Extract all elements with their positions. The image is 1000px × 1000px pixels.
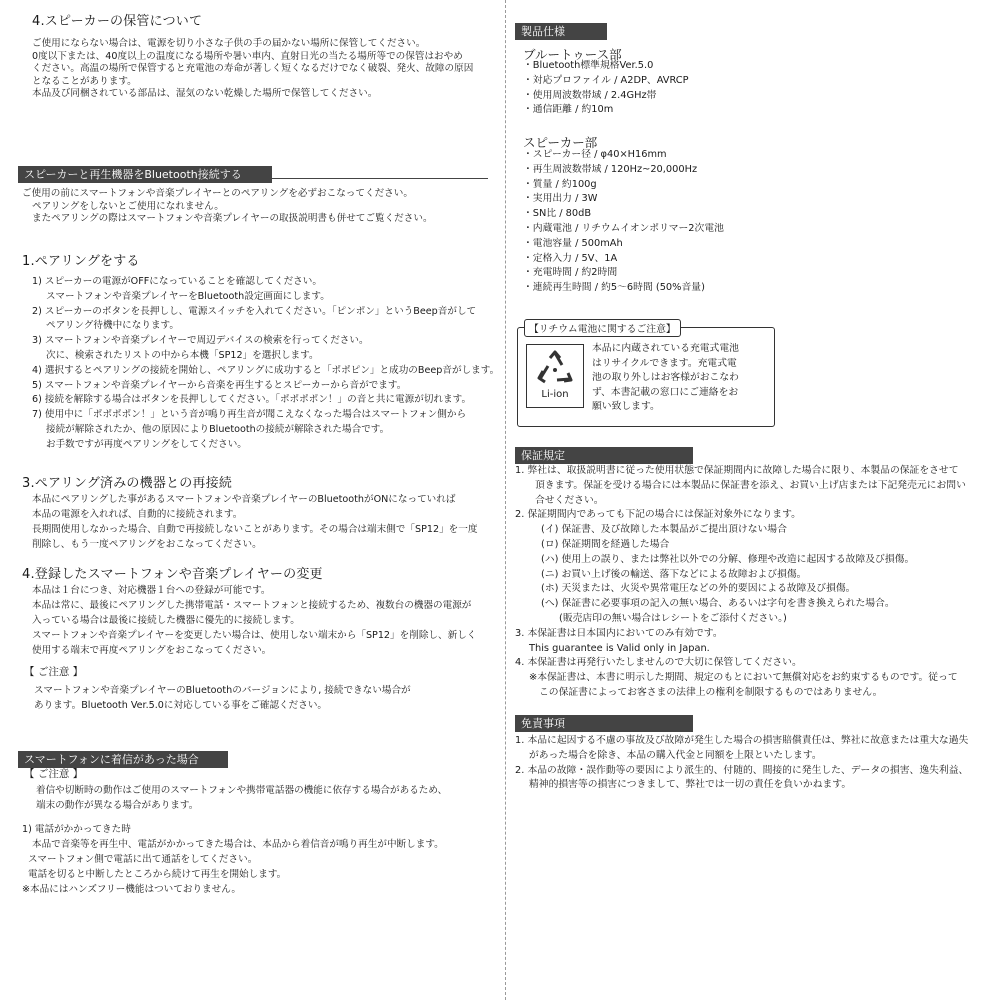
warranty-bar: 保証規定 — [515, 447, 693, 464]
li-ion-label: Li-ion — [541, 389, 569, 400]
change-line: 入っている場合は最後に接続した機器に優先的に接続します。 — [32, 615, 300, 626]
warranty-line: (ハ) 使用上の誤り、または弊社以外での分解、修理や改造に起因する故障及び損傷。 — [541, 553, 915, 565]
battery-line: 池の取り外しはお客様がおこなわ — [592, 372, 739, 383]
recycle-icon — [535, 349, 575, 389]
warranty-line: 3. 本保証書は日本国内においてのみ有効です。 — [515, 627, 723, 639]
warranty-line: 2. 保証期間内であっても下記の場合には保証対象外になります。 — [515, 509, 801, 521]
incoming-line: 本品で音楽等を再生中、電話がかかってきた場合は、本品から着信音が鳴り再生が中断します。 — [32, 839, 444, 850]
bt-section-header — [18, 163, 488, 179]
speaker-spec-list — [523, 148, 724, 296]
pairing-line: 7) 使用中に「ポポポポン！」という音が鳴り再生音が聞こえなくなった場合はスマートフォン側から — [32, 409, 467, 421]
battery-notice-text — [592, 342, 739, 415]
pairing-line: 3) スマートフォンや音楽プレイヤーで周辺デバイスの検索を行ってください。 — [32, 335, 369, 347]
disclaimer-header — [515, 712, 693, 728]
storage-text — [32, 38, 473, 101]
battery-line: 本品に内蔵されている充電式電池 — [592, 343, 739, 354]
disclaimer-bar: 免責事項 — [515, 715, 693, 732]
warranty-line: (販売店印の無い場合はレシートをご添付ください。) — [559, 612, 787, 624]
warranty-line: この保証書によってお客さまの法律上の権利を制限するものではありません。 — [539, 686, 883, 698]
recycle-mark — [526, 344, 584, 408]
storage-line: 本品及び同梱されている部品は、湿気のない乾燥した場所で保管してください。 — [32, 88, 378, 100]
pairing-line: 4) 選択するとペアリングの接続を開始し、ペアリングに成功すると「ポポピン」と成功のBeep音がします。 — [32, 364, 500, 376]
storage-line: ください。高温の場所で保管すると充電池の寿命が著しく短くなるだけでなく破裂、発火、故障の原因 — [32, 63, 474, 75]
reconnect-text — [32, 492, 477, 552]
incoming-section-header — [18, 748, 228, 764]
warranty-line: 4. 本保証書は再発行いたしませんので大切に保管してください。 — [515, 657, 802, 669]
incoming-note-title: 【 ご注意 】 — [24, 768, 84, 780]
storage-line: ご使用にならない場合は、電源を切り小さな子供の手の届かない場所に保管してください。 — [32, 38, 426, 49]
bt-spec-title: ブルートゥース部 — [523, 47, 622, 62]
incoming-line: 電話を切ると中断したところから続けて再生を開始します。 — [28, 869, 287, 880]
pairing-line: 6) 接続を解除する場合はボタンを長押ししてください。「ポポポポン！」の音と共に電源が切れます。 — [32, 394, 472, 406]
pairing-line: 接続が解除されたか、他の原因によりBluetoothの接続が解除された場合です。 — [46, 423, 390, 435]
change-note-line: あります。Bluetooth Ver.5.0に対応している事をご確認ください。 — [34, 700, 328, 711]
bt-spec-item: ・対応プロファイル / A2DP、AVRCP — [523, 74, 689, 86]
speaker-spec-item: ・内蔵電池 / リチウムイオンポリマー2次電池 — [523, 222, 724, 234]
speaker-spec-item: ・電池容量 / 500mAh — [523, 237, 623, 249]
incoming-line: ※本品にはハンズフリー機能はついておりません。 — [22, 884, 242, 895]
incoming-note-text — [36, 784, 447, 813]
change-note-text — [34, 683, 411, 713]
warranty-line: 1. 弊社は、取扱説明書に従った使用状態で保証期間内に故障した場合に限り、本製品の保証をさせて — [515, 465, 959, 476]
warranty-line: 合せください。 — [535, 494, 604, 506]
incoming-text — [22, 822, 444, 897]
incoming-note-line: 端末の動作が異なる場合があります。 — [36, 799, 199, 811]
pairing-line: お手数ですが再度ペアリングをしてください。 — [46, 438, 247, 450]
battery-line: はリサイクルできます。充電式電 — [592, 357, 737, 369]
change-line: 本品は常に、最後にペアリングした携帯電話・スマートフォンと接続するため、複数台の機器の電源が — [32, 600, 472, 611]
warranty-line: (ホ) 天災または、火災や異常電圧などの外的要因による故障及び損傷。 — [541, 583, 856, 595]
bt-section-text — [22, 188, 433, 226]
speaker-spec-item: ・スピーカー径 / φ40×H16mm — [523, 149, 667, 160]
change-text — [32, 583, 476, 658]
bt-line: ご使用の前にスマートフォンや音楽プレイヤーとのペアリングを必ずおこなってください。 — [22, 188, 413, 199]
speaker-spec-item: ・充電時間 / 約2時間 — [523, 267, 618, 279]
reconnect-line: 本品にペアリングした事があるスマートフォンや音楽プレイヤーのBluetoothがONになっていれば — [32, 494, 456, 505]
speaker-spec-item: ・SN比 / 80dB — [523, 208, 592, 220]
bt-spec-item: ・通信距離 / 約10m — [523, 104, 614, 116]
speaker-spec-item: ・再生周波数帯域 / 120Hz~20,000Hz — [523, 163, 698, 175]
change-note-line: スマートフォンや音楽プレイヤーのBluetoothのバージョンにより, 接続できない場合が — [34, 685, 411, 696]
speaker-spec-item: ・連続再生時間 / 約5～6時間 (50%音量) — [523, 282, 705, 294]
pairing-title: 1.ペアリングをする — [22, 254, 140, 269]
change-line: スマートフォンや音楽プレイヤーを変更したい場合は、使用しない端末から「SP12」を削除し、新しく — [32, 630, 477, 641]
column-divider — [505, 0, 506, 1000]
change-line: 本品は１台につき、対応機器１台への登録が可能です。 — [32, 585, 271, 596]
change-note-title: 【 ご注意 】 — [24, 666, 84, 678]
change-title: 4.登録したスマートフォンや音楽プレイヤーの変更 — [22, 567, 323, 582]
warranty-line: (ニ) お買い上げ後の輸送、落下などによる故障および損傷。 — [541, 568, 807, 580]
warranty-header — [515, 444, 693, 460]
battery-line: ず、本書記載の窓口にご連絡をお — [592, 386, 739, 398]
storage-title: 4.スピーカーの保管について — [32, 14, 203, 29]
incoming-section-bar: スマートフォンに着信があった場合 — [18, 751, 228, 768]
disclaimer-line: 2. 本品の故障・誤作動等の要因により派生的、付随的、間接的に発生した、データの損害、逸失利益、 — [515, 764, 969, 776]
bt-spec-item: ・Bluetooth標準規格Ver.5.0 — [523, 60, 654, 71]
incoming-note-line: 着信や切断時の動作はご使用のスマートフォンや携帯電話器の機能に依存する場合があるため、 — [36, 785, 448, 796]
warranty-line: (へ) 保証書に必要事項の記入の無い場合、あるいは字句を書き換えられた場合。 — [541, 598, 895, 610]
storage-line: 0度以下または、40度以上の温度になる場所や暑い車内、直射日光の当たる場所等での保管はおやめ — [32, 50, 463, 62]
specs-header — [515, 20, 607, 36]
incoming-line: スマートフォン側で電話に出て通話をしてください。 — [28, 854, 258, 865]
reconnect-title: 3.ペアリング済みの機器との再接続 — [22, 476, 233, 491]
specs-bar: 製品仕様 — [515, 23, 607, 40]
reconnect-line: 長期間使用しなかった場合、自動で再接続しないことがあります。その場合は端末側で「SP12」を一度 — [32, 524, 478, 535]
reconnect-line: 削除し、もう一度ペアリングをおこなってください。 — [32, 539, 262, 550]
bt-spec-item: ・使用周波数帯域 / 2.4GHz帯 — [523, 89, 657, 101]
pairing-line: 2) スピーカーのボタンを長押しし、電源スイッチを入れてください。「ピンポン」というBeep音がして — [32, 305, 477, 317]
disclaimer-text — [515, 734, 968, 793]
pairing-line: ペアリング待機中になります。 — [46, 320, 179, 332]
storage-line: となることがあります。 — [32, 75, 137, 87]
reconnect-line: 本品の電源を入れれば、自動的に接続されます。 — [32, 509, 243, 520]
pairing-line: 次に、検索されたリストの中から本機「SP12」を選択します。 — [46, 349, 319, 361]
change-line: 使用する端末で再度ペアリングをおこなってください。 — [32, 645, 272, 656]
warranty-text — [515, 464, 966, 701]
warranty-line: This guarantee is Valid only in Japan. — [529, 642, 710, 654]
bt-line: またペアリングの際はスマートフォンや音楽プレイヤーの取扱説明書も併せてご覧ください。 — [32, 213, 433, 225]
disclaimer-line: があった場合を除き、本品の購入代金と同額を上限といたします。 — [529, 749, 822, 761]
speaker-spec-item: ・定格入力 / 5V、1A — [523, 252, 618, 264]
disclaimer-line: 精神的損害等の損害につきまして、弊社では一切の責任を負いかねます。 — [529, 779, 852, 791]
pairing-steps — [32, 275, 499, 453]
speaker-spec-title: スピーカー部 — [523, 135, 598, 150]
incoming-line: 1) 電話がかかってきた時 — [22, 824, 131, 835]
warranty-line: (ロ) 保証期間を経過した場合 — [541, 538, 670, 550]
pairing-line: 1) スピーカーの電源がOFFになっていることを確認してください。 — [32, 276, 322, 287]
battery-line: 願い致します。 — [592, 401, 660, 412]
speaker-spec-item: ・質量 / 約100g — [523, 178, 597, 190]
battery-notice-tag: 【リチウム電池に関するご注意】 — [524, 319, 681, 337]
bt-spec-list — [523, 59, 689, 118]
pairing-line: 5) スマートフォンや音楽プレイヤーから音楽を再生するとスピーカーから音がでます。 — [32, 379, 407, 391]
pairing-line: スマートフォンや音楽プレイヤーをBluetooth設定画面にします。 — [46, 290, 330, 302]
bt-section-bar: スピーカーと再生機器をBluetooth接続する — [18, 166, 272, 183]
warranty-line: 頂きます。保証を受ける場合には本製品に保証書を添え、お買い上げ店または下記発売元にお問い — [535, 479, 966, 491]
battery-notice-box — [517, 324, 775, 427]
bt-line: ペアリングをしないとご使用になれません。 — [32, 200, 224, 212]
disclaimer-line: 1. 本品に起因する不慮の事故及び故障が発生した場合の損害賠償責任は、弊社に故意または重大な過失 — [515, 735, 969, 746]
warranty-line: ※本保証書は、本書に明示した期間、規定のもとにおいて無償対応をお約束するものです。従って — [529, 672, 958, 684]
speaker-spec-item: ・実用出力 / 3W — [523, 193, 598, 205]
warranty-line: (イ) 保証書、及び故障した本製品がご提出頂けない場合 — [541, 524, 787, 536]
